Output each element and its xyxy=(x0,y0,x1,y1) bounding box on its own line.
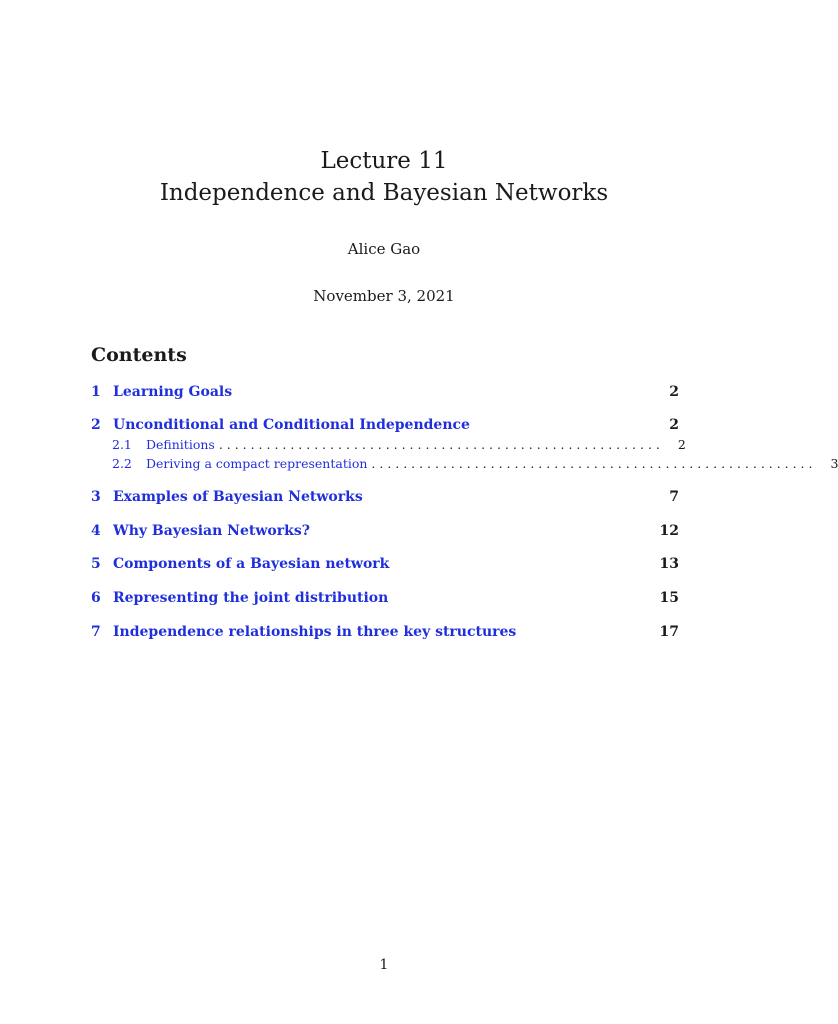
toc-section-6[interactable] xyxy=(91,590,679,610)
author: Alice Gao xyxy=(347,240,421,258)
toc-section-number: 4 xyxy=(91,523,101,539)
toc-subsection-title[interactable]: Deriving a compact representation xyxy=(146,456,368,471)
toc-subsection-title[interactable]: Definitions xyxy=(146,437,215,452)
toc-section-page[interactable]: 7 xyxy=(669,489,679,505)
toc-section-title[interactable]: Learning Goals xyxy=(113,384,233,400)
toc-section-page[interactable]: 13 xyxy=(659,556,679,572)
page-number: 1 xyxy=(379,957,389,973)
toc-section-title[interactable]: Components of a Bayesian network xyxy=(113,556,390,572)
toc-section-number: 1 xyxy=(91,384,101,400)
toc-subsection-page[interactable]: 3 xyxy=(830,456,838,471)
toc-section-page[interactable]: 17 xyxy=(659,624,679,640)
toc-section-title[interactable]: Representing the joint distribution xyxy=(113,590,389,606)
document-title xyxy=(0,145,768,209)
toc-subsection-page[interactable]: 2 xyxy=(677,437,686,452)
toc-section-page[interactable]: 2 xyxy=(669,417,679,433)
toc-section-4[interactable] xyxy=(91,523,679,543)
toc-section-page[interactable]: 15 xyxy=(659,590,679,606)
toc-section-number: 5 xyxy=(91,556,101,572)
toc-section-number: 6 xyxy=(91,590,101,606)
title-line-2: Independence and Bayesian Networks xyxy=(159,180,609,206)
toc-section-7[interactable] xyxy=(91,624,679,644)
toc-section-number: 3 xyxy=(91,489,101,505)
toc-subsection-number: 2.1 xyxy=(112,437,132,452)
toc-section-5[interactable] xyxy=(91,556,679,576)
toc-section-number: 2 xyxy=(91,417,101,433)
toc-section-page[interactable]: 12 xyxy=(659,523,679,539)
toc-section-title[interactable]: Independence relationships in three key structures xyxy=(113,624,517,640)
toc-section-title[interactable]: Why Bayesian Networks? xyxy=(113,523,310,539)
toc-section-page[interactable]: 2 xyxy=(669,384,679,400)
toc-section-1[interactable] xyxy=(91,384,679,404)
toc-dot-leader: . . . . . . . . . . . . . . . . . . . . . . . . . . . . . . . . . . . . . . . . . . . . . . . . . . . . . . . . xyxy=(371,456,813,471)
toc-subsection-2-1[interactable] xyxy=(112,437,686,455)
date: November 3, 2021 xyxy=(313,287,455,305)
toc-section-number: 7 xyxy=(91,624,101,640)
title-line-1: Lecture 11 xyxy=(320,148,448,174)
toc-dot-leader: . . . . . . . . . . . . . . . . . . . . . . . . . . . . . . . . . . . . . . . . . . . . . . . . . . . . . . . . xyxy=(218,437,660,452)
toc-section-3[interactable] xyxy=(91,489,679,509)
toc-subsection-2-2[interactable] xyxy=(112,456,838,474)
contents-heading: Contents xyxy=(91,344,187,366)
toc-subsection-number: 2.2 xyxy=(112,456,132,471)
toc-section-title[interactable]: Unconditional and Conditional Independence xyxy=(113,417,470,433)
toc-section-2[interactable] xyxy=(91,417,679,437)
toc-section-title[interactable]: Examples of Bayesian Networks xyxy=(113,489,363,505)
